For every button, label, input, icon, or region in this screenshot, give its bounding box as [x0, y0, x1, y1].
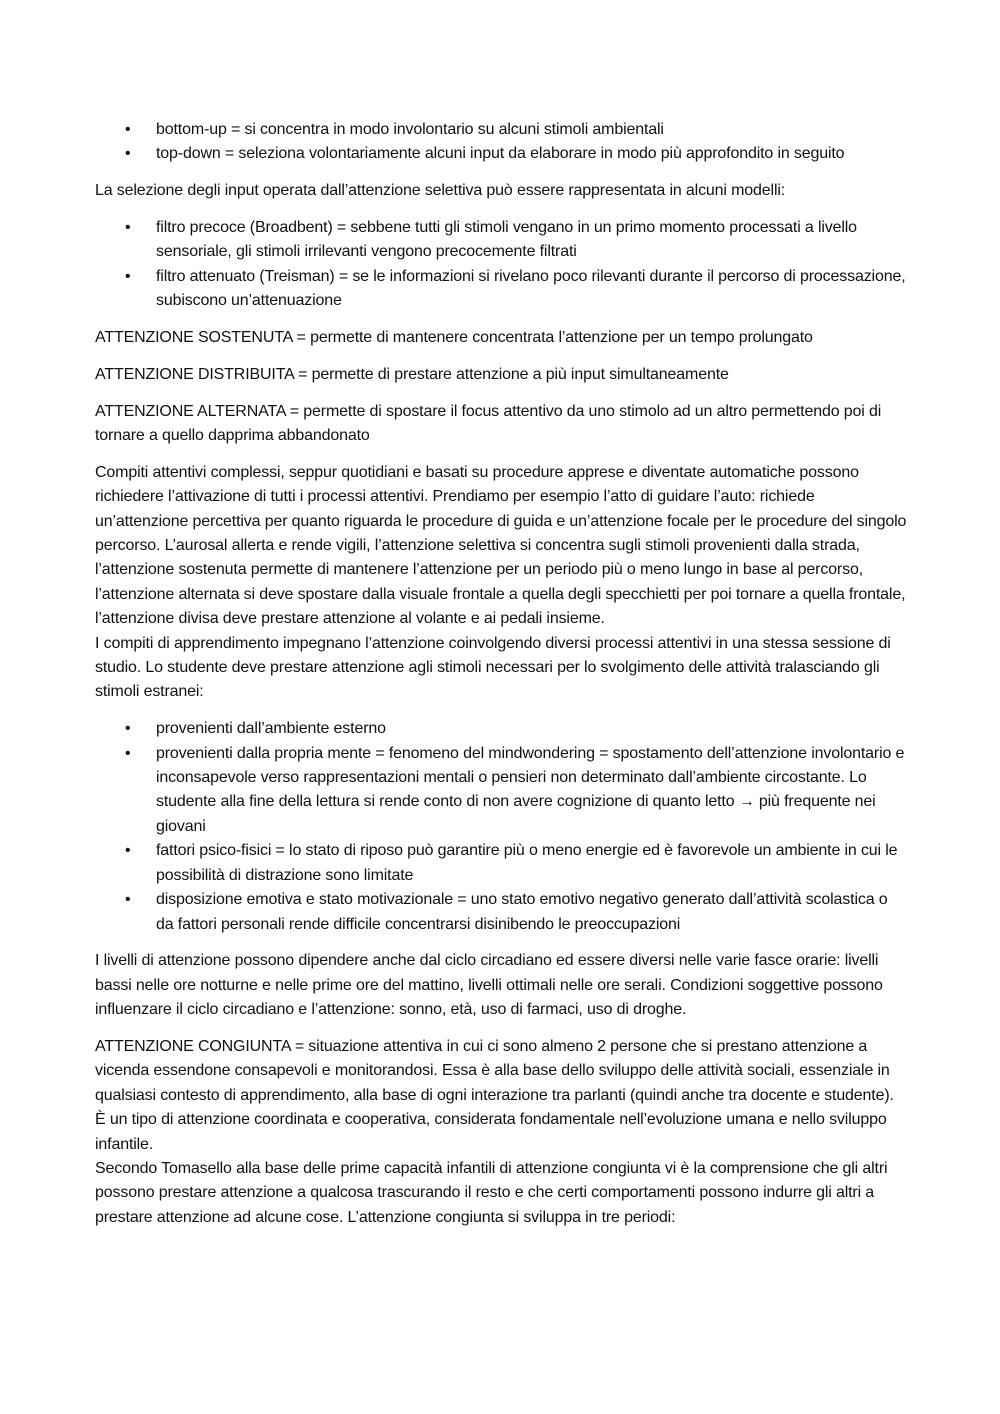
paragraph-attenzione-alternata: ATTENZIONE ALTERNATA = permette di spostare il focus attentivo da uno stimolo ad un altro permettendo poi di tornare a quello dapprima abbandonato: [95, 402, 882, 445]
list-item-text: disposizione emotiva e stato motivazionale = uno stato emotivo negativo generato dall’attività scolastica o da fattori personali rende difficile concentrarsi disinibendo le preoccupazioni: [156, 891, 888, 933]
extraneous-stimuli-list: [95, 717, 907, 937]
list-item: [95, 742, 907, 840]
list-item: [95, 888, 907, 937]
paragraph-compiti-attentivi: Compiti attentivi complessi, seppur quotidiani e basati su procedure apprese e diventate automatiche possono richiedere l’attivazione di tutti i processi attentivi. Prendiamo per esempio l’atto di guidare l’auto: richiede un’attenzione percettiva per quanto riguarda le procedure di guida e un’attenzione focale per le procedure del singolo percorso. L’aurosal allerta e rende vigili, l’attenzione selettiva si concentra sugli stimoli provenienti dalla strada, l’attenzione sostenuta permette di mantenere l’attenzione per un periodo più o meno lungo in base al percorso, l’attenzione alternata si deve spostare dalla visuale frontale a quella degli specchietti per poi tornare a quella frontale, l’attenzione divisa deve prestare attenzione al volante e ai pedali insieme.: [95, 463, 907, 628]
paragraph-livelli-attenzione: I livelli di attenzione possono dipendere anche dal ciclo circadiano ed essere diversi nelle varie fasce orarie: livelli bassi nelle ore notturne e nelle prime ore del mattino, livelli ottimali nelle ore serali. Condizioni soggettive possono influenzare il ciclo circadiano e l’attenzione: sonno, età, uso di farmaci, uso di droghe.: [95, 952, 883, 1019]
bullet-icon: •: [125, 744, 131, 762]
attention-direction-list: [95, 118, 907, 167]
document-page: [95, 118, 907, 1243]
list-item: [95, 717, 907, 741]
list-item-text: fattori psico-fisici = lo stato di riposo può garantire più o meno energie ed è favorevole un ambiente in cui le possibilità di distrazione sono limitate: [156, 842, 898, 884]
list-item-text: provenienti dalla propria mente = fenomeno del mindwondering = spostamento dell’attenzione involontario e inconsapevole verso rappresentazioni mentali o pensieri non determinato dall’ambiente circostante. Lo studente alla fine della lettura si rende conto di non avere cognizione di quanto letto → più frequente nei giovani: [156, 744, 905, 835]
paragraph-attenzione-sostenuta: ATTENZIONE SOSTENUTA = permette di mantenere concentrata l’attenzione per un tempo prolungato: [95, 329, 813, 347]
bullet-icon: •: [125, 145, 131, 163]
list-item-text: bottom-up = si concentra in modo involontario su alcuni stimoli ambientali: [156, 121, 664, 138]
bullet-icon: •: [125, 121, 131, 138]
bullet-icon: •: [125, 720, 131, 738]
paragraph-tomasello: Secondo Tomasello alla base delle prime capacità infantili di attenzione congiunta vi è la comprensione che gli altri possono prestare attenzione a qualcosa trascurando il resto e che certi comportamenti possono indurre gli altri a prestare attenzione ad alcune cose. L’attenzione congiunta si sviluppa in tre periodi:: [95, 1159, 888, 1226]
list-item: [95, 839, 907, 888]
list-item-text: top-down = seleziona volontariamente alcuni input da elaborare in modo più approfondito in seguito: [156, 145, 845, 163]
list-item: [95, 265, 907, 314]
bullet-icon: •: [125, 219, 131, 236]
list-item-text: filtro attenuato (Treisman) = se le informazioni si rivelano poco rilevanti durante il percorso di processazione, subiscono un’attenuazione: [156, 267, 906, 310]
list-item: [95, 216, 907, 265]
bullet-icon: •: [125, 891, 131, 909]
list-item: [95, 118, 907, 142]
bullet-icon: •: [125, 842, 131, 860]
paragraph-attenzione-congiunta: ATTENZIONE CONGIUNTA = situazione attentiva in cui ci sono almeno 2 persone che si prestano attenzione a vicenda essendone consapevoli e monitorandosi. Essa è alla base dello sviluppo delle attività sociali, essenziale in qualsiasi contesto di apprendimento, alla base di ogni interazione tra parlanti (quindi anche tra docente e studente). È un tipo di attenzione coordinata e cooperativa, considerata fondamentale nell’evoluzione umana e nello sviluppo infantile.: [95, 1037, 894, 1153]
filter-models-list: [95, 216, 907, 314]
list-item-text: filtro precoce (Broadbent) = sebbene tutti gli stimoli vengano in un primo momento processati a livello sensoriale, gli stimoli irrilevanti vengono precocemente filtrati: [156, 219, 857, 261]
paragraph-selezione: La selezione degli input operata dall’attenzione selettiva può essere rappresentata in alcuni modelli:: [95, 182, 786, 200]
bullet-icon: •: [125, 267, 131, 285]
paragraph-attenzione-distribuita: ATTENZIONE DISTRIBUITA = permette di prestare attenzione a più input simultaneamente: [95, 365, 729, 383]
list-item-text: provenienti dall’ambiente esterno: [156, 720, 386, 738]
list-item: [95, 142, 907, 166]
paragraph-compiti-apprendimento: I compiti di apprendimento impegnano l’attenzione coinvolgendo diversi processi attentivi in una stessa sessione di studio. Lo studente deve prestare attenzione agli stimoli necessari per lo svolgimento delle attività tralasciando gli stimoli estranei:: [95, 634, 891, 701]
